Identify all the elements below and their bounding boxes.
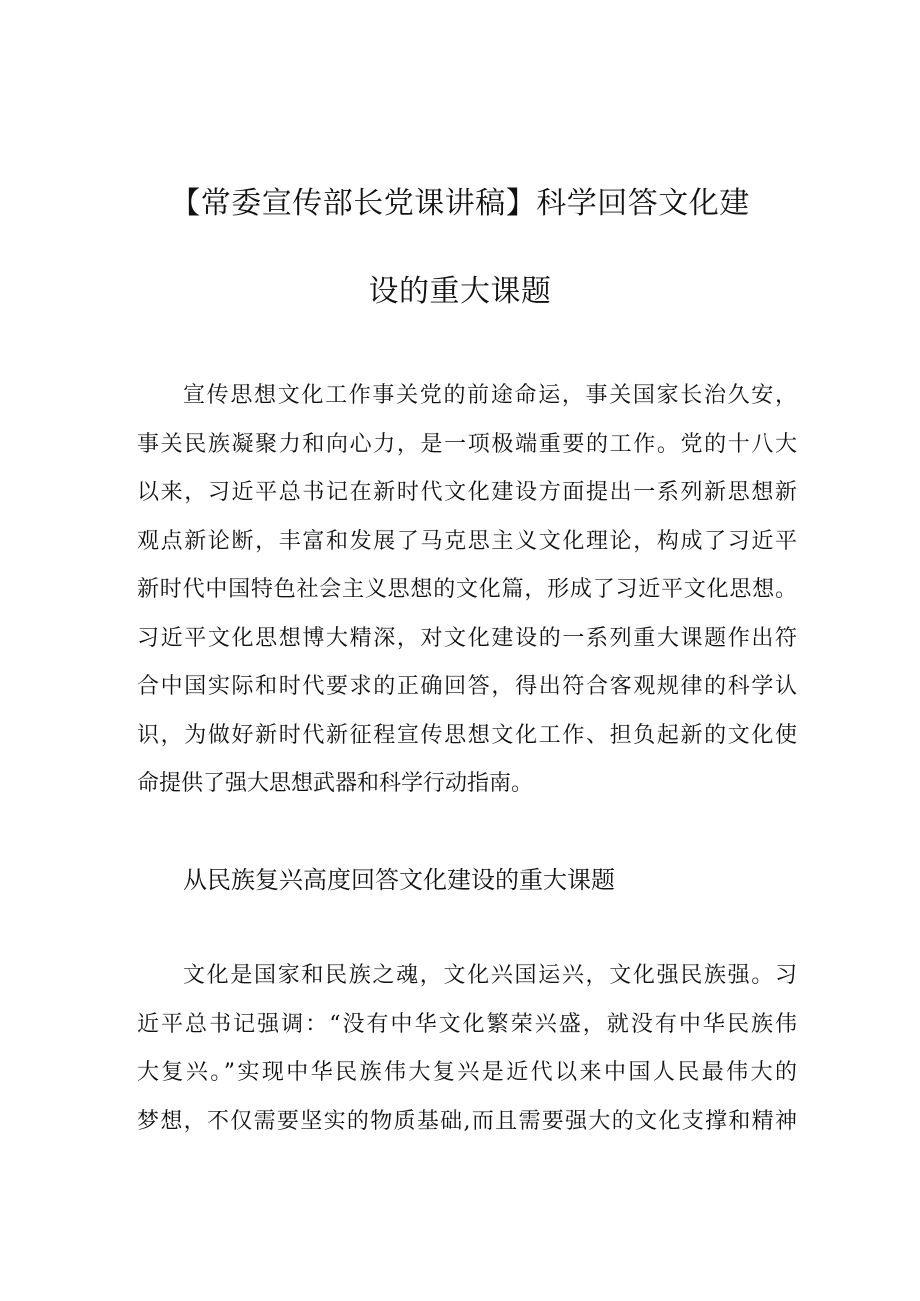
intro-paragraph [137, 372, 797, 809]
paragraph-line: 合中国实际和时代要求的正确回答，得出符合客观规律的科学认 [137, 674, 797, 699]
paragraph-line: 命提供了强大思想武器和科学行动指南。 [137, 771, 534, 796]
paragraph-line: 习近平文化思想博大精深，对文化建设的一系列重大课题作出符 [137, 625, 797, 651]
paragraph-line: 文化是国家和民族之魂，文化兴国运兴，文化强民族强。习 [183, 963, 797, 988]
document-title [0, 160, 920, 336]
paragraph-line: 宣传思想文化工作事关党的前途命运，事关国家长治久安， [183, 383, 797, 408]
paragraph-line: 事关民族凝聚力和向心力，是一项极端重要的工作。党的十八大 [137, 431, 797, 457]
section-heading: 从民族复兴高度回答文化建设的重大课题 [183, 866, 615, 894]
paragraph-line: 以来，习近平总书记在新时代文化建设方面提出一系列新思想新 [137, 480, 797, 505]
paragraph-line: 观点新论断，丰富和发展了马克思主义文化理论，构成了习近平 [137, 528, 797, 554]
paragraph-line: 近平总书记强调：“没有中华文化繁荣兴盛，就没有中华民族伟 [137, 1011, 797, 1037]
paragraph-line: 大复兴。”实现中华民族伟大复兴是近代以来中国人民最伟大的 [137, 1060, 797, 1085]
section-paragraph [137, 952, 797, 1146]
paragraph-line: 识，为做好新时代新征程宣传思想文化工作、担负起新的文化使 [137, 722, 797, 748]
paragraph-line: 新时代中国特色社会主义思想的文化篇，形成了习近平文化思想。 [137, 577, 797, 602]
paragraph-line: 梦想，不仅需要坚实的物质基础,而且需要强大的文化支撑和精神 [137, 1108, 797, 1134]
title-line: 【常委宣传部长党课讲稿】科学回答文化建 [170, 186, 750, 221]
title-line: 设的重大课题 [368, 274, 552, 309]
